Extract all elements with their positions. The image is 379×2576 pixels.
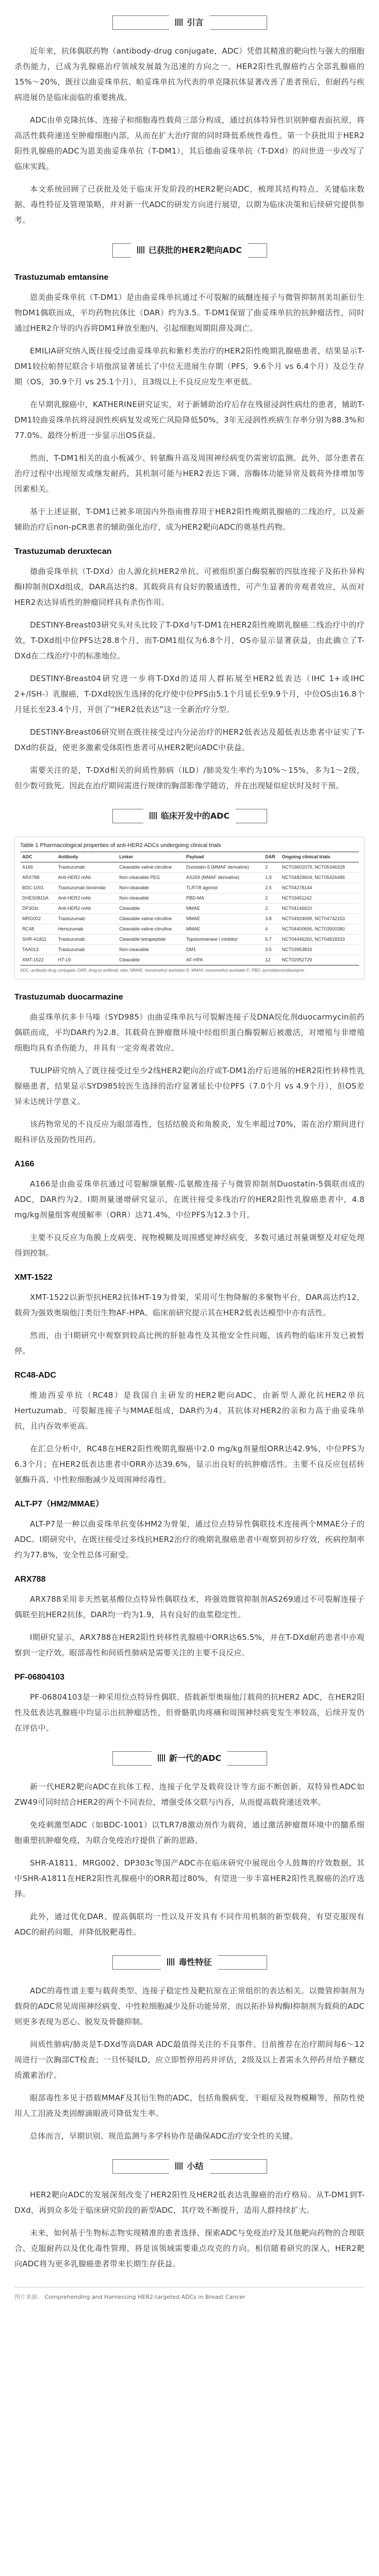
- paragraph: ARX788采用非天然氨基酸位点特异性偶联技术，将强效微管抑制剂AS269通过不可裂解连接子偶联至抗HER2抗体，DAR均一约为1.9，具有良好的血浆稳定性。: [14, 1595, 365, 1619]
- table-note: ADC, antibody-drug conjugate; DAR, drug-to-antibody ratio; MMAE, monomethyl auristatin E; MMAF, monomethyl auristatin F; PBD, pyrrolobenzodiazepine.: [20, 968, 305, 973]
- table-row: [20, 862, 359, 873]
- table-header-row: [20, 852, 359, 862]
- section-title-text: 新一代的ADC: [169, 1753, 222, 1763]
- column-header: Linker: [117, 852, 184, 862]
- paragraph: A166是由曲妥珠单抗通过可裂解缬氨酸-瓜氨酸连接子与微管抑制剂Duostatin-5偶联而成的ADC，DAR约为2。I期剂量递增研究显示，在既往接受多线治疗的HER2阳性乳腺癌患者中，4.8 mg/kg剂量组客观缓解率（ORR）达71.4%，中位PFS为12.3个月。: [14, 1179, 365, 1219]
- table-cell: NCT02952729: [280, 955, 359, 965]
- footer-source: Comprehending and Harnessing HER2-targeted ADCs in Breast Cancer: [44, 2294, 245, 2300]
- table-row: [20, 893, 359, 904]
- table-cell: DP303c: [20, 904, 56, 914]
- paragraph: 该药物常见的不良反应为眼部毒性，包括结膜炎和角膜炎，发生率超过70%，需在治疗期间进行眼科评估及预防性用药。: [14, 1120, 365, 1144]
- table-cell: 2: [263, 904, 279, 914]
- table-cell: NCT04400695, NCT03500380: [280, 924, 359, 935]
- paragraph: 近年来，抗体偶联药物（antibody-drug conjugate，ADC）凭借其精准的靶向性与强大的细胞杀伤能力，已成为乳腺癌治疗领域发展最为迅速的方向之一。HER2阳性乳腺癌约占全部乳腺癌的15%～20%，既往以曲妥珠单抗、帕妥珠单抗为代表的单克隆抗体显著改善了患者预后，但耐药与疾病进展仍是临床面临的重要挑战。: [14, 46, 365, 102]
- paragraph: 维迪西妥单抗（RC48）是我国自主研发的HER2靶向ADC，由新型人源化抗HER2单抗Hertuzumab、可裂解连接子与MMAE组成，DAR约为4。其抗体对HER2的亲和力高于曲妥珠单抗，且内吞效率更高。: [14, 1391, 365, 1431]
- adc-table: [20, 852, 359, 965]
- table-cell: XMT-1522: [20, 955, 56, 965]
- paragraph: 总体而言，早期识别、规范监测与多学科协作是确保ADC治疗安全性的关键。: [30, 2131, 298, 2141]
- paragraph: I期研究显示，ARX788在HER2阳性转移性乳腺癌中ORR达65.5%，并在T-DXd耐药患者中亦观察到一定疗效。眼部毒性和间质性肺病是需要关注的主要不良反应。: [14, 1633, 365, 1657]
- table-cell: Trastuzumab: [56, 945, 118, 955]
- table-cell: 2.5: [263, 883, 279, 893]
- paragraph: ADC由单克隆抗体、连接子和细胞毒性载荷三部分构成，通过抗体特异性识别肿瘤表面抗原，将高活性载荷递送至肿瘤细胞内部，从而在扩大治疗窗的同时降低系统性毒性。第一个获批用于HER2阳性乳腺癌的ADC为恩美曲妥珠单抗（T-DM1），其后德曲妥珠单抗（T-DXd）的问世进一步改写了临床实践。: [14, 115, 365, 171]
- table-cell: MMAE: [184, 904, 263, 914]
- paragraph: DESTINY-Breast03研究头对头比较了T-DXd与T-DM1在HER2阳性晚期乳腺癌二线治疗中的疗效，T-DXd组中位PFS达28.8个月，而T-DM1组仅为6.8个月，OS亦显示显著获益，由此确立了T-DXd在二线治疗中的标准地位。: [14, 620, 365, 660]
- subheading: Trastuzumab emtansine: [14, 273, 109, 282]
- table-cell: Trastuzumab: [56, 935, 118, 945]
- table-cell: 3.5: [263, 945, 279, 955]
- table-cell: AS269 (MMAF derivative): [184, 873, 263, 883]
- table-cell: A166: [20, 862, 56, 873]
- subheading: ALT-P7（HM2/MMAE）: [14, 1500, 104, 1509]
- table-cell: TLR7/8 agonist: [184, 883, 263, 893]
- table-cell: MMAE: [184, 914, 263, 924]
- subheading: Trastuzumab duocarmazine: [14, 993, 123, 1002]
- section-title: [152, 1749, 227, 1768]
- section-title: [131, 241, 248, 260]
- paragraph: 新一代HER2靶向ADC在抗体工程、连接子化学及载荷设计等方面不断创新。双特异性ADC如ZW49可同时结合HER2的两个不同表位，增强受体交联与内吞，从而提高载荷递送效率。: [14, 1782, 365, 1807]
- table-cell: 4: [263, 924, 279, 935]
- stripes-icon: [150, 812, 157, 819]
- section-banner-approved: [112, 241, 267, 260]
- table-cell: Topoisomerase I inhibitor: [184, 935, 263, 945]
- adc-table-figure: [14, 837, 365, 979]
- paragraph: ALT-P7是一种以曲妥珠单抗变体HM2为骨架，通过位点特异性偶联技术连接两个MMAE分子的ADC。I期研究中，在既往接受过多线抗HER2治疗的晚期乳腺癌患者中观察到初步疗效，疾病控制率约为77.8%，安全性总体可耐受。: [14, 1519, 365, 1560]
- table-cell: Cleavable valine-citrulline: [117, 924, 184, 935]
- paragraph: 曲妥珠单抗多卡马嗪（SYD985）由曲妥珠单抗与可裂解连接子及DNA烷化剂duocarmycin前药偶联而成，平均DAR约为2.8。其载荷在肿瘤微环境中经组织蛋白酶裂解后被激活，对增殖与非增殖细胞均具有杀伤能力，并具有一定旁观者效应。: [14, 1012, 365, 1053]
- paragraph: 主要不良反应为角膜上皮病变、视物模糊及周围感觉神经病变，多数可通过剂量调整及对症处理得到控制。: [14, 1233, 365, 1258]
- table-row: [20, 914, 359, 924]
- stripes-icon: [137, 246, 144, 253]
- subheading: PF-06804103: [14, 1673, 64, 1682]
- table-cell: Cleavable: [117, 955, 184, 965]
- section-title-text: 已获批的HER2靶向ADC: [148, 245, 242, 255]
- paragraph: 眼部毒性多见于搭载MMAF及其衍生物的ADC，包括角膜病变、干眼症及视物模糊等，预防性使用人工泪液及类固醇滴眼液可降低发生率。: [14, 2093, 365, 2118]
- footer-label: 图片来源：: [14, 2294, 43, 2300]
- section-title-text: 小结: [187, 2161, 204, 2171]
- table-cell: Trastuzumab: [56, 862, 118, 873]
- paragraph: 在早期乳腺癌中，KATHERINE研究证实，对于新辅助治疗后存在残留浸润性病灶的患者，辅助T-DM1较曲妥珠单抗将浸润性疾病复发或死亡风险降低50%，3年无浸润性疾病生存率分别为88.3%和77.0%。最终分析进一步显示出OS获益。: [14, 400, 365, 440]
- table-cell: HT-19: [56, 955, 118, 965]
- table-cell: NCT04924699, NCT04742153: [280, 914, 359, 924]
- table-cell: MMAE: [184, 924, 263, 935]
- table-cell: NCT04278144: [280, 883, 359, 893]
- paragraph: DESTINY-Breast04研究进一步将T-DXd的适用人群拓展至HER2低表达（IHC 1+或IHC 2+/ISH-）乳腺癌，T-DXd较医生选择的化疗使中位PFS由5.1个月延长至9.9个月，中位OS由16.8个月延长至23.4个月，开创了“HER2低表达”这一全新治疗分型。: [14, 674, 365, 714]
- paragraph: TULIP研究纳入了既往接受过至少2线HER2靶向治疗或T-DM1治疗后进展的HER2阳性转移性乳腺癌患者，结果显示SYD985较医生选择的治疗显著延长中位PFS（7.0个月 vs 4.9个月），但OS差异未达统计学意义。: [14, 1066, 365, 1106]
- subheading: XMT-1522: [14, 1273, 53, 1282]
- subheading: A166: [14, 1160, 35, 1168]
- section-banner-intro: [112, 13, 267, 32]
- column-header: DAR: [263, 852, 279, 862]
- table-cell: NCT04146610: [280, 904, 359, 914]
- table-cell: 3.8: [263, 914, 279, 924]
- table-cell: BDC-1001: [20, 883, 56, 893]
- table-cell: Non-cleavable: [117, 945, 184, 955]
- image-source-footer: [14, 2287, 365, 2302]
- section-title: [143, 807, 236, 825]
- stripes-icon: [167, 1958, 174, 1965]
- table-cell: Anti-HER2 mAb: [56, 893, 118, 904]
- paragraph: 免疫刺激型ADC（如BDC-1001）以TLR7/8激动剂作为载荷，通过激活肿瘤微环境中的髓系细胞重塑抗肿瘤免疫，为联合免疫治疗提供了新的思路。: [14, 1820, 365, 1845]
- subheading: ARX788: [14, 1575, 46, 1584]
- table-cell: Non-cleavable: [117, 883, 184, 893]
- table-row: [20, 924, 359, 935]
- table-cell: Anti-HER2 mAb: [56, 873, 118, 883]
- section-banner-summary: [112, 2157, 267, 2176]
- table-cell: NCT03953833: [280, 945, 359, 955]
- paragraph: HER2靶向ADC的发展深刻改变了HER2阳性及HER2低表达乳腺癌的治疗格局。从T-DM1到T-DXd，再到众多处于临床研究阶段的新型ADC，其疗效不断提升，适用人群持续扩大。: [14, 2190, 365, 2215]
- paragraph: SHR-A1811、MRG002、DP303c等国产ADC亦在临床研究中展现出令人鼓舞的疗效数据，其中SHR-A1811在HER2阳性乳腺癌中的ORR超过80%，有望进一步丰富HER2阳性乳腺癌的治疗选择。: [14, 1858, 365, 1899]
- paragraph: ADC的毒性谱主要与载荷类型、连接子稳定性及靶抗原在正常组织的表达相关。以微管抑制剂为载荷的ADC常见周围神经病变、中性粒细胞减少及肝功能异常，而以拓扑异构酶I抑制剂为载荷的ADC则更多表现为恶心、脱发及骨髓抑制。: [14, 1986, 365, 2026]
- table-cell: DHES0815A: [20, 893, 56, 904]
- section-title: [169, 2157, 209, 2176]
- table-cell: NCT04829604, NCT05426486: [280, 873, 359, 883]
- table-cell: 2: [263, 893, 279, 904]
- column-header: Payload: [184, 852, 263, 862]
- table-row: [20, 883, 359, 893]
- paragraph: PF-06804103是一种采用位点特异性偶联、搭载新型奥瑞他汀载荷的抗HER2 ADC，在HER2阳性及低表达乳腺癌中均显示出抗肿瘤活性，但骨骼肌肉疼痛和周围神经病变发生率较高，后续开发仍在评估中。: [14, 1692, 365, 1733]
- table-cell: NCT03451162: [280, 893, 359, 904]
- table-cell: NCT04446260, NCT04818333: [280, 935, 359, 945]
- table-cell: Non-cleavable PEG: [117, 873, 184, 883]
- paragraph: 未来，如何基于生物标志物实现精准的患者选择、探索ADC与免疫治疗及其他靶向药物的合理联合、克服耐药以及优化毒性管理，将是该领域需要重点攻克的方向。相信随着研究的深入，HER2靶向ADC将为更多乳腺癌患者带来长期生存获益。: [14, 2228, 365, 2268]
- table-cell: AF-HPA: [184, 955, 263, 965]
- table-cell: Cleavable: [117, 904, 184, 914]
- table-cell: TAA013: [20, 945, 56, 955]
- stripes-icon: [158, 1754, 165, 1761]
- stripes-icon: [175, 19, 183, 26]
- table-cell: Non-cleavable: [117, 893, 184, 904]
- column-header: ADC: [20, 852, 56, 862]
- table-cell: ARX788: [20, 873, 56, 883]
- stripes-icon: [175, 2162, 183, 2170]
- table-cell: 12: [263, 955, 279, 965]
- paragraph: 间质性肺病/肺炎是T-DXd等高DAR ADC最值得关注的不良事件。目前推荐在治疗期间每6～12周进行一次胸部CT检查；一旦怀疑ILD，应立即暂停用药并评估，2级及以上者需永久停药并给予糖皮质激素治疗。: [14, 2040, 365, 2080]
- paragraph: 然而，由于I期研究中观察到较高比例的肝脏毒性及其他安全性问题，该药物的临床开发已被暂停。: [14, 1331, 365, 1355]
- paragraph: DESTINY-Breast06研究则在既往接受过内分泌治疗的HER2低表达及超低表达患者中证实了T-DXd的获益，使更多激素受体阳性患者可从HER2靶向ADC中获益。: [14, 727, 365, 752]
- section-banner-trials: [112, 807, 267, 825]
- table-cell: MRG002: [20, 914, 56, 924]
- section-title: [169, 13, 209, 32]
- section-title: [161, 1953, 218, 1972]
- table-cell: Anti-HER2 mAb: [56, 904, 118, 914]
- paragraph: 在汇总分析中，RC48在HER2阳性晚期乳腺癌中2.0 mg/kg剂量组ORR达42.9%，中位PFS为6.3个月；在HER2低表达患者中ORR亦达39.6%，显示出良好的抗肿瘤活性。主要不良反应包括转氨酶升高、中性粒细胞减少及周围神经毒性。: [14, 1444, 365, 1484]
- table-cell: Cleavable valine-citrulline: [117, 862, 184, 873]
- table-cell: NCT03602079, NCT05346328: [280, 862, 359, 873]
- paragraph: EMILIA研究纳入既往接受过曲妥珠单抗和紫杉类治疗的HER2阳性晚期乳腺癌患者，结果显示T-DM1较拉帕替尼联合卡培他滨显著延长了中位无进展生存期（PFS，9.6个月 vs 6.4个月）及总生存期（OS，30.9个月 vs 25.1个月），且3级以上不良反应发生率更低。: [14, 346, 365, 386]
- paragraph: 德曲妥珠单抗（T-DXd）由人源化抗HER2单抗、可被组织蛋白酶裂解的四肽连接子及拓扑异构酶I抑制剂DXd组成，DAR高达约8。其载荷具有良好的膜通透性，可产生显著的旁观者效应，从而对HER2表达异质性的肿瘤同样具有杀伤作用。: [14, 567, 365, 607]
- section-banner-toxicity: [112, 1953, 267, 1972]
- paragraph: 恩美曲妥珠单抗（T-DM1）是由曲妥珠单抗通过不可裂解的硫醚连接子与微管抑制剂美坦新衍生物DM1偶联而成，平均药物抗体比（DAR）约为3.5。T-DM1保留了曲妥珠单抗的抗肿瘤活性，同时通过HER2介导的内吞将DM1释放至胞内，引起细胞周期阻滞及凋亡。: [14, 293, 365, 333]
- table-cell: 5.7: [263, 935, 279, 945]
- table-cell: DM1: [184, 945, 263, 955]
- column-header: Antibody: [56, 852, 118, 862]
- section-title-text: 临床开发中的ADC: [160, 811, 230, 821]
- table-cell: SHR-A1811: [20, 935, 56, 945]
- section-title-text: 引言: [187, 18, 204, 27]
- table-cell: 1.9: [263, 873, 279, 883]
- section-banner-next-gen: [112, 1749, 267, 1768]
- table-cell: Cleavable tetrapeptide: [117, 935, 184, 945]
- paragraph: XMT-1522以新型抗HER2抗体HT-19为骨架，采用可生物降解的多聚物平台，DAR高达约12，载荷为强效奥瑞他汀类衍生物AF-HPA。临床前研究提示其在HER2低表达模型中亦有活性。: [14, 1293, 365, 1317]
- table-cell: Cleavable valine-citrulline: [117, 914, 184, 924]
- section-title-text: 毒性特征: [178, 1957, 212, 1967]
- table-row: [20, 935, 359, 945]
- paragraph: 本文系统回顾了已获批及处于临床开发阶段的HER2靶向ADC，梳理其结构特点、关键临床数据、毒性特征及管理策略，并对新一代ADC的研发方向进行展望，以期为临床决策和后续研究提供参考。: [14, 184, 365, 225]
- table-cell: Duostatin-5 (MMAF derivative): [184, 862, 263, 873]
- paragraph: 需要关注的是，T-DXd相关的间质性肺病（ILD）/肺炎发生率约为10%～15%，多为1～2级，但少数可致死。因此在治疗期间需进行规律的胸部影像学随访，并在出现疑似症状时及时干预。: [14, 766, 365, 790]
- column-header: Ongoing clinical trials: [280, 852, 359, 862]
- table-cell: Trastuzumab: [56, 914, 118, 924]
- table-cell: Hertuzumab: [56, 924, 118, 935]
- paragraph: 然而，T-DM1相关的血小板减少、转氨酶升高及周围神经病变仍需密切监测。此外，部分患者在治疗过程中出现原发或继发耐药，其机制可能与HER2表达下调、溶酶体功能异常及载荷外排增加等因素相关。: [14, 453, 365, 494]
- paragraph: 此外，通过优化DAR、提高偶联均一性以及开发具有不同作用机制的新型载荷，有望克服现有ADC的耐药问题，并降低脱靶毒性。: [14, 1912, 365, 1937]
- subheading: Trastuzumab deruxtecan: [14, 547, 112, 556]
- table-row: [20, 904, 359, 914]
- paragraph: 基于上述证据，T-DM1已被多项国内外指南推荐用于HER2阳性晚期乳腺癌的二线治疗，以及新辅助治疗后non-pCR患者的辅助强化治疗，成为HER2靶向ADC的奠基性药物。: [14, 507, 365, 532]
- table-title: Table 1 Pharmacological properties of anti-HER2 ADCs undergoing clinical trials: [20, 842, 221, 849]
- table-cell: PBD-MA: [184, 893, 263, 904]
- table-body: [20, 862, 359, 965]
- table-row: [20, 945, 359, 955]
- table-cell: Trastuzumab biosimilar: [56, 883, 118, 893]
- table-cell: 2: [263, 862, 279, 873]
- table-row: [20, 873, 359, 883]
- table-row: [20, 955, 359, 965]
- subheading: RC48-ADC: [14, 1371, 56, 1380]
- table-cell: RC48: [20, 924, 56, 935]
